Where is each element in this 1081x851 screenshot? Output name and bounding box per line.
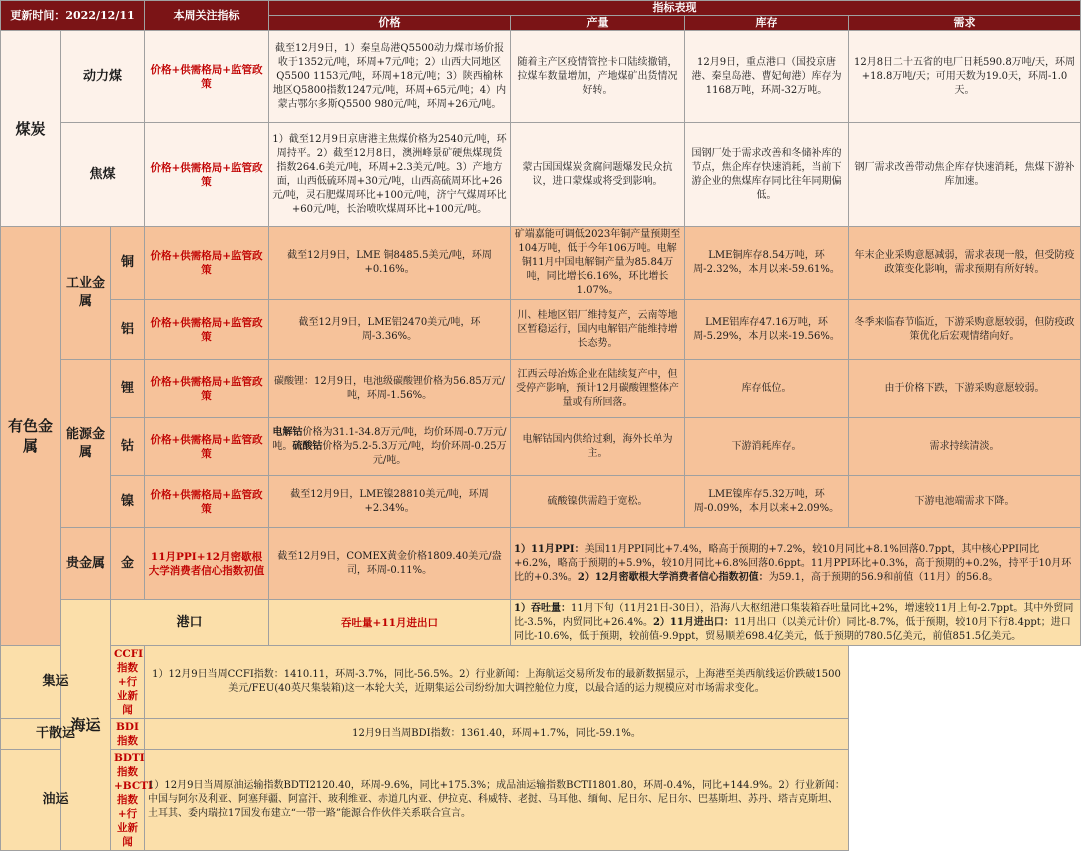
performance-header: 指标表现 [269,1,1081,16]
dry-bulk-performance: 12月9日当周BDI指数：1361.40，环周+1.7%，同比-59.1%。 [145,719,849,750]
cobalt-sulfate-text: 价格为5.2-5.3万元/吨，均价环周-0.25万元/吨。 [322,440,507,466]
table-row [1,528,1081,600]
table-row [1,600,1081,646]
cobalt-inventory: 下游消耗库存。 [685,418,849,476]
thermal-coal-demand: 12月8日二十五省的电厂日耗590.8万吨/天，环周+18.8万吨/天；可用天数为19.0天，环周-1.0天。 [849,31,1081,123]
dry-bulk-name: 干散运 [1,719,111,750]
table-row [1,750,1081,851]
copper-indicator: 价格+供需格局+监管政策 [145,227,269,300]
cobalt-name: 钴 [111,418,145,476]
dry-bulk-indicator: BDI指数 [111,719,145,750]
table-row [1,418,1081,476]
nickel-price: 截至12月9日，LME镍28810美元/吨，环周+2.34%。 [269,476,511,528]
precious-metals-group: 贵金属 [61,528,111,600]
copper-name: 铜 [111,227,145,300]
gold-performance [511,528,1081,600]
thermal-coal-inventory: 12月9日，重点港口（国投京唐港、秦皇岛港、曹妃甸港）库存为1168万吨，环周-32万吨。 [685,31,849,123]
lithium-price: 碳酸锂：12月9日，电池级碳酸锂价格为56.85万元/吨，环周-1.56%。 [269,360,511,418]
indicator-header: 本周关注指标 [145,1,269,31]
aluminum-price: 截至12月9日，LME铝2470美元/吨，环周-3.36%。 [269,300,511,360]
table-row [1,31,1081,123]
throughput-text: 11月下旬（11月21日-30日），沿海八大枢纽港口集装箱吞吐量同比+2%，增速较11月上旬-2.7ppt。其中外贸同比-3.5%，内贸同比+26.4%。 [514,602,1074,628]
aluminum-name: 铝 [111,300,145,360]
michigan-text: 为59.1，高于预期的56.9和前值（11月）的56.8。 [768,571,999,583]
copper-price: 截至12月9日，LME 铜8485.5美元/吨，环周+0.16%。 [269,227,511,300]
coal-category: 煤炭 [1,31,61,227]
table-row [1,123,1081,227]
port-indicator: 吞吐量+11月进出口 [269,600,511,646]
lithium-name: 锂 [111,360,145,418]
ppi-label: 1）11月PPI： [514,543,585,555]
container-indicator: CCFI指数+行业新闻 [111,646,145,719]
lithium-inventory: 库存低位。 [685,360,849,418]
throughput-label: 1）吞吐量： [514,602,571,614]
thermal-coal-indicator: 价格+供需格局+监管政策 [145,31,269,123]
coking-coal-indicator: 价格+供需格局+监管政策 [145,123,269,227]
cobalt-sulfate-label: 硫酸钴 [292,440,323,452]
copper-production: 矿端嘉能可调低2023年铜产量预期至104万吨，低于今年106万吨。电解铜11月中国电解铜产量为85.84万吨，同比增长6.16%，环比增长1.07%。 [511,227,685,300]
table-row [1,360,1081,418]
coking-coal-production: 蒙古国国煤炭贪腐问题爆发民众抗议，进口蒙煤或将受到影响。 [511,123,685,227]
coking-coal-name: 焦煤 [61,123,145,227]
port-name: 港口 [111,600,269,646]
aluminum-production: 川、桂地区铝厂维持复产，云南等地区暂稳运行，国内电解铝产能维持增长态势。 [511,300,685,360]
coking-coal-price: 1）截至12月9日京唐港主焦煤价格为2540元/吨，环周持平。2）截至12月8日，澳洲峰景矿硬焦煤现货指数264.6美元/吨，环周+2.3美元/吨。3）产地方面，山西低硫环周+30元/吨，山西高硫周环比+26元/吨，灵石肥煤周环比+100元/吨，济宁气煤周环比+60元/吨，长治喷吹煤周环比+100元/吨。 [269,123,511,227]
tanker-performance: 1）12月9日当周原油运输指数BDTI2120.40，环周-9.6%，同比+175.3%；成品油运输指数BCTI1801.80，环周-0.4%，同比+144.9%。2）行业新闻：中国与阿尔及利亚、阿塞拜疆、阿富汗、玻利维亚、赤道几内亚、伊拉克、科威特、老挝、马耳他、缅甸、尼日尔、尼日尔、巴基斯坦、苏丹、塔吉克斯坦、土耳其、委内瑞拉17国发布建立“一带一路”能源合作伙伴关系联合宣言。 [145,750,849,851]
port-performance [511,600,1081,646]
copper-inventory: LME铜库存8.54万吨，环周-2.32%，本月以来-59.61%。 [685,227,849,300]
nickel-demand: 下游电池端需求下降。 [849,476,1081,528]
container-name: 集运 [1,646,111,719]
aluminum-inventory: LME铝库存47.16万吨，环周-5.29%，本月以来-19.56%。 [685,300,849,360]
lithium-demand: 由于价格下跌，下游采购意愿较弱。 [849,360,1081,418]
lithium-production: 江西云母冶炼企业在陆续复产中，但受停产影响，预计12月碳酸锂整体产量或有所回落。 [511,360,685,418]
electrolytic-cobalt-label: 电解钴 [272,426,303,438]
thermal-coal-price: 截至12月9日，1）秦皇岛港Q5500动力煤市场价报收于1352元/吨，环周+7元/吨；2）山西大同地区Q5500 1153元/吨，环周+18元/吨；3）陕西榆林地区Q5800指数1247元/吨，环周+65元/吨；4）内蒙古鄂尔多斯Q5500 980元/吨，环周+26元/吨。 [269,31,511,123]
cobalt-indicator: 价格+供需格局+监管政策 [145,418,269,476]
table-row [1,719,1081,750]
lithium-indicator: 价格+供需格局+监管政策 [145,360,269,418]
tanker-indicator: BDTI指数+BCTI指数+行业新闻 [111,750,145,851]
industrial-metals-group: 工业金属 [61,227,111,360]
metals-category: 有色金属 [1,227,61,646]
coking-coal-demand: 钢厂需求改善带动焦企库存快速消耗，焦煤下游补库加速。 [849,123,1081,227]
michigan-label: 2）12月密歇根大学消费者信心指数初值： [577,571,769,583]
container-performance: 1）12月9日当周CCFI指数：1410.11，环周-3.7%，同比-56.5%。2）行业新闻：上海航运交易所发布的最新数据显示，上海港至美西航线运价跌破1500美元/FEU(40英尺集装箱)这一本轮大关，近期集运公司纷纷加大调控舱位力度，以最合适的运力规模应对市场需求变化。 [145,646,849,719]
table-row [1,476,1081,528]
demand-column-header: 需求 [849,16,1081,31]
cobalt-demand: 需求持续清淡。 [849,418,1081,476]
table-row [1,227,1081,300]
nickel-name: 镍 [111,476,145,528]
nickel-indicator: 价格+供需格局+监管政策 [145,476,269,528]
tanker-name: 油运 [1,750,111,851]
gold-price: 截至12月9日，COMEX黄金价格1809.40美元/盎司，环周-0.11%。 [269,528,511,600]
nickel-inventory: LME镍库存5.32万吨，环周-0.09%，本月以来+2.09%。 [685,476,849,528]
gold-name: 金 [111,528,145,600]
production-column-header: 产量 [511,16,685,31]
update-time: 更新时间：2022/12/11 [1,1,145,31]
table-row [1,300,1081,360]
ppi-text: 美国11月PPI同比+7.4%，略高于预期的+7.2%，较10月同比+8.1%回落0.7ppt，其中核心PPI同比+6.2%，略高于预期的+5.9%，较10月同比+6.8%回落0.6ppt。11月PPI环比+0.3%，高于预期的+0.2%，持平于10月环比的+0.3%。 [514,543,1072,583]
trade-label: 2）11月进出口： [652,616,734,628]
trade-text: 11月出口（以美元计价）同比-8.7%，低于预期，较10月下行8.4ppt；进口同比-10.6%，低于预期，较前值-9.9ppt，贸易顺差698.4亿美元，低于预期的780.5亿美元，前值851.5亿美元。 [514,616,1071,642]
copper-demand: 年末企业采购意愿减弱，需求表现一般，但受防疫政策变化影响，需求预期有所好转。 [849,227,1081,300]
table-row [1,646,1081,719]
thermal-coal-name: 动力煤 [61,31,145,123]
inventory-column-header: 库存 [685,16,849,31]
energy-metals-group: 能源金属 [61,360,111,528]
gold-indicator: 11月PPI+12月密歇根大学消费者信心指数初值 [145,528,269,600]
electrolytic-cobalt-text: 价格为31.1-34.8万元/吨，均价环周-0.7万元/吨。 [272,426,507,452]
cobalt-price [269,418,511,476]
thermal-coal-production: 随着主产区疫情管控卡口陆续撤销，拉煤车数量增加，产地煤矿出货情况好转。 [511,31,685,123]
price-column-header: 价格 [269,16,511,31]
cobalt-production: 电解钴国内供给过剩，海外长单为主。 [511,418,685,476]
nickel-production: 硫酸镍供需趋于宽松。 [511,476,685,528]
aluminum-indicator: 价格+供需格局+监管政策 [145,300,269,360]
shipping-category: 海运 [61,600,111,851]
coking-coal-inventory: 国钢厂处于需求改善和冬储补库的节点，焦企库存快速消耗，当前下游企业的焦煤库存同比往年同期偏低。 [685,123,849,227]
aluminum-demand: 冬季来临春节临近，下游采购意愿较弱，但防疫政策优化后宏观情绪向好。 [849,300,1081,360]
